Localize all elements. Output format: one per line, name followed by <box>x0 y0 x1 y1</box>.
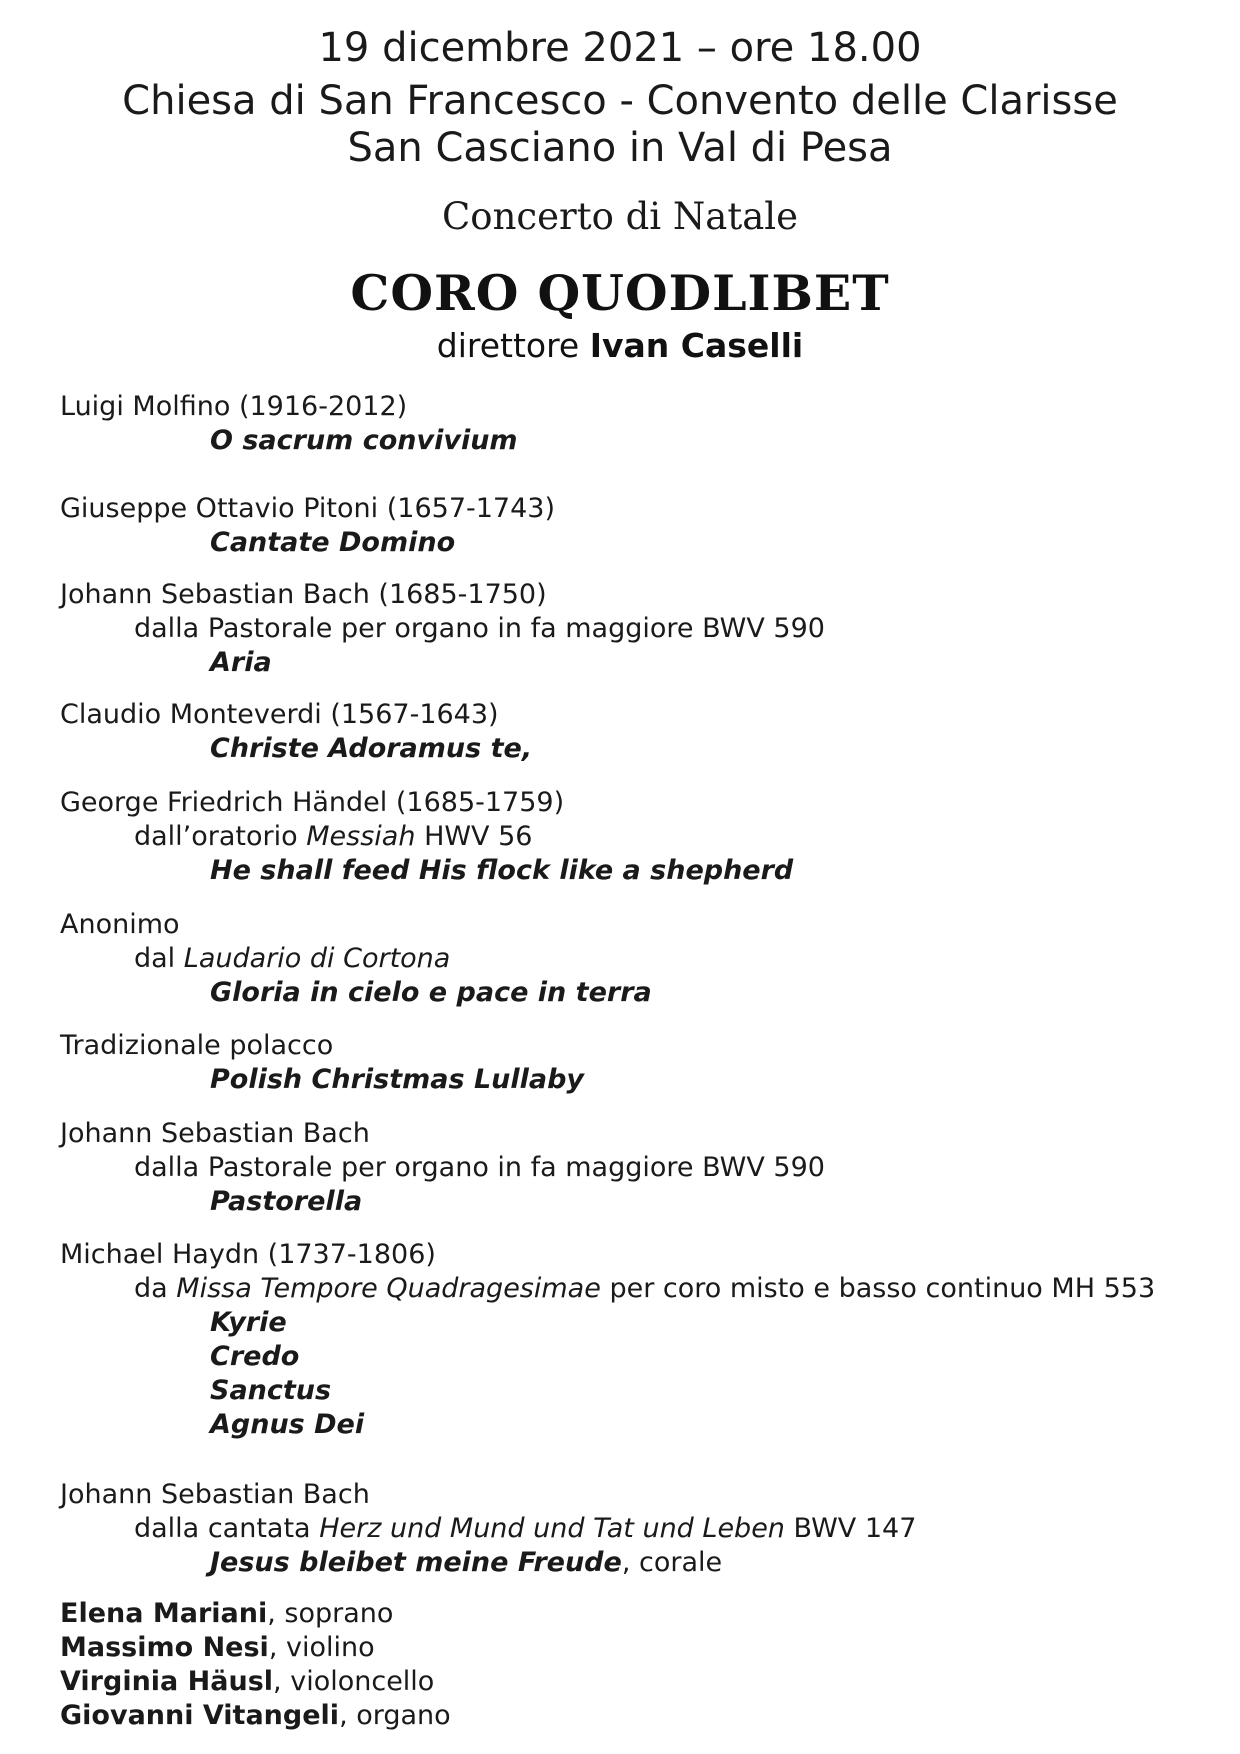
performer-line <box>60 1699 451 1733</box>
director-label: direttore <box>436 326 580 365</box>
performer-role: , soprano <box>267 1598 394 1629</box>
source-work <box>134 942 450 976</box>
composer-line <box>60 1117 370 1151</box>
piece-title: Credo <box>210 1341 300 1372</box>
piece-suffix: , corale <box>621 1547 723 1578</box>
performer-role: , violino <box>268 1632 375 1663</box>
composer-line <box>60 578 547 612</box>
composer-name: Johann Sebastian Bach <box>60 579 370 610</box>
composer-name: Michael Haydn <box>60 1239 260 1270</box>
performer-role: , violoncello <box>273 1666 435 1697</box>
composer-name: Anonimo <box>60 909 180 940</box>
piece-title: Kyrie <box>210 1307 287 1338</box>
source-work <box>134 1272 1155 1306</box>
composer-line <box>60 698 499 732</box>
performer-name: Giovanni Vitangeli <box>60 1700 340 1731</box>
source-work-title: Messiah <box>306 821 416 852</box>
piece-title: Sanctus <box>210 1375 332 1406</box>
composer-name: George Friedrich Händel <box>60 787 388 818</box>
composer-name: Tradizionale polacco <box>60 1030 334 1061</box>
source-suffix: HWV 56 <box>424 821 533 852</box>
performer-name: Massimo Nesi <box>60 1632 269 1663</box>
composer-line <box>60 1478 370 1512</box>
event-town: San Casciano in Val di Pesa <box>347 125 893 171</box>
piece-title: Agnus Dei <box>210 1409 365 1440</box>
director-line <box>0 326 1240 366</box>
piece-title: O sacrum convivium <box>210 425 518 456</box>
source-suffix: BWV 147 <box>793 1513 917 1544</box>
source-prefix: dalla cantata <box>134 1513 311 1544</box>
performer-line <box>60 1597 393 1631</box>
source-prefix: dal <box>134 943 176 974</box>
source-suffix: per coro misto e basso continuo MH 553 <box>609 1273 1156 1304</box>
source-work <box>134 820 532 854</box>
source-work-title: Laudario di Cortona <box>183 943 451 974</box>
piece-title: Jesus bleibet meine Freude <box>210 1547 622 1578</box>
piece-title: Aria <box>210 647 272 678</box>
performer-line <box>60 1631 375 1665</box>
director-name: Ivan Caselli <box>589 326 804 365</box>
composer-dates: (1737-1806) <box>267 1239 436 1270</box>
performer-name: Virginia Häusl <box>60 1666 274 1697</box>
event-venue: Chiesa di San Francesco - Convento delle Clarisse <box>122 78 1118 124</box>
composer-name: Luigi Molfino <box>60 391 231 422</box>
composer-name: Johann Sebastian Bach <box>60 1118 370 1149</box>
piece-title: Christe Adoramus te, <box>210 733 533 764</box>
composer-line <box>60 390 407 424</box>
composer-line <box>60 1029 333 1063</box>
source-work: dalla Pastorale per organo in fa maggiore BWV 590 <box>134 613 825 644</box>
performer-line <box>60 1665 434 1699</box>
composer-line <box>60 908 180 942</box>
source-prefix: dall’oratorio <box>134 821 298 852</box>
composer-name: Johann Sebastian Bach <box>60 1479 370 1510</box>
composer-dates: (1685-1750) <box>378 579 547 610</box>
piece-title: Cantate Domino <box>210 527 456 558</box>
piece-title: Gloria in cielo e pace in terra <box>210 977 652 1008</box>
piece-line <box>210 1546 722 1580</box>
composer-line <box>60 1238 436 1272</box>
composer-dates: (1916-2012) <box>238 391 408 422</box>
source-work: dalla Pastorale per organo in fa maggiore BWV 590 <box>134 1152 825 1183</box>
composer-line <box>60 786 564 820</box>
composer-line <box>60 492 555 526</box>
source-work <box>134 1512 916 1546</box>
event-date-time: 19 dicembre 2021 – ore 18.00 <box>318 25 922 71</box>
piece-title: Polish Christmas Lullaby <box>210 1064 585 1095</box>
performer-name: Elena Mariani <box>60 1598 268 1629</box>
piece-title: Pastorella <box>210 1186 363 1217</box>
event-title: Concerto di Natale <box>442 195 798 238</box>
composer-dates: (1685-1759) <box>395 787 565 818</box>
composer-name: Giuseppe Ottavio Pitoni <box>60 493 379 524</box>
source-work-title: Missa Tempore Quadragesimae <box>176 1273 601 1304</box>
source-prefix: da <box>134 1273 168 1304</box>
performer-role: , organo <box>339 1700 451 1731</box>
source-work-title: Herz und Mund und Tat und Leben <box>319 1513 785 1544</box>
composer-name: Claudio Monteverdi <box>60 699 322 730</box>
piece-title: He shall feed His flock like a shepherd <box>210 855 794 886</box>
composer-dates: (1657-1743) <box>386 493 555 524</box>
composer-dates: (1567-1643) <box>330 699 499 730</box>
choir-name: CORO QUODLIBET <box>350 264 890 322</box>
